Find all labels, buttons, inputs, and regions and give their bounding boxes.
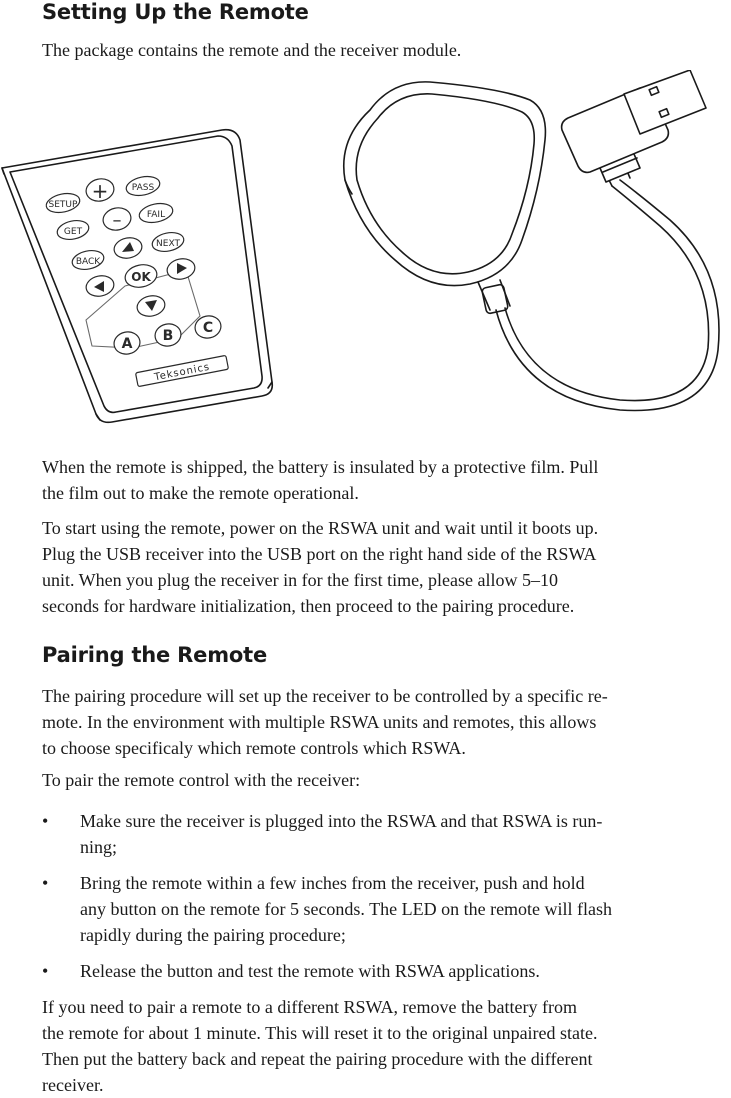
bullet-marker: • xyxy=(42,873,49,893)
usb-receiver xyxy=(344,70,719,411)
section-heading-setup: Setting Up the Remote xyxy=(42,0,309,24)
text-line: Plug the USB receiver into the USB port on the right hand side of the RSWA xyxy=(42,544,597,564)
text-line: the remote for about 1 minute. This will reset it to the original unpaired state. xyxy=(42,1023,598,1043)
bullet-marker: • xyxy=(42,811,49,831)
svg-text:OK: OK xyxy=(131,270,151,284)
svg-text:–: – xyxy=(112,210,122,231)
text-line: Make sure the receiver is plugged into the RSWA and that RSWA is run- xyxy=(80,811,603,831)
svg-text:GET: GET xyxy=(63,227,83,237)
svg-text:+: + xyxy=(91,179,109,203)
text-line: When the remote is shipped, the battery is insulated by a protective film. Pull xyxy=(42,457,599,477)
battery-paragraph xyxy=(42,454,692,506)
text-line: mote. In the environment with multiple RSWA units and remotes, this allows xyxy=(42,712,597,732)
intro-paragraph xyxy=(42,37,692,63)
svg-text:B: B xyxy=(162,328,174,344)
remote-and-receiver-illustration xyxy=(0,70,731,430)
svg-text:A: A xyxy=(121,336,133,352)
text-line: Then put the battery back and repeat the pairing procedure with the different xyxy=(42,1049,593,1069)
text-line: the film out to make the remote operational. xyxy=(42,483,359,503)
svg-text:FAIL: FAIL xyxy=(146,210,166,220)
text-line: Release the button and test the remote with RSWA applications. xyxy=(80,961,540,981)
pairing-lead-paragraph xyxy=(42,767,692,793)
svg-text:C: C xyxy=(202,320,214,336)
section-heading-pairing: Pairing the Remote xyxy=(42,643,267,667)
svg-text:Teksonics: Teksonics xyxy=(153,361,212,384)
text-line: unit. When you plug the receiver in for the first time, please allow 5–10 xyxy=(42,570,559,590)
repair-paragraph xyxy=(42,994,692,1098)
text-line: To pair the remote control with the receiver: xyxy=(42,770,361,790)
startup-paragraph xyxy=(42,515,692,619)
text-line: to choose specificaly which remote controls which RSWA. xyxy=(42,738,466,758)
text-line: receiver. xyxy=(42,1075,104,1095)
svg-text:PASS: PASS xyxy=(131,183,155,193)
text-line: any button on the remote for 5 seconds. The LED on the remote will flash xyxy=(80,899,613,919)
text-line: To start using the remote, power on the RSWA unit and wait until it boots up. xyxy=(42,518,599,538)
svg-text:SETUP: SETUP xyxy=(48,200,78,210)
text-line: Bring the remote within a few inches from the receiver, push and hold xyxy=(80,873,585,893)
pairing-intro-paragraph xyxy=(42,683,692,761)
intro-text: The package contains the remote and the receiver module. xyxy=(42,40,462,60)
svg-text:NEXT: NEXT xyxy=(156,239,180,249)
text-line: rapidly during the pairing procedure; xyxy=(80,925,346,945)
text-line: If you need to pair a remote to a different RSWA, remove the battery from xyxy=(42,997,577,1017)
text-line: seconds for hardware initialization, then proceed to the pairing procedure. xyxy=(42,596,575,616)
text-line: ning; xyxy=(80,837,118,857)
bullet-marker: • xyxy=(42,961,49,981)
text-line: The pairing procedure will set up the receiver to be controlled by a specific re- xyxy=(42,686,608,706)
svg-text:BACK: BACK xyxy=(75,257,101,267)
